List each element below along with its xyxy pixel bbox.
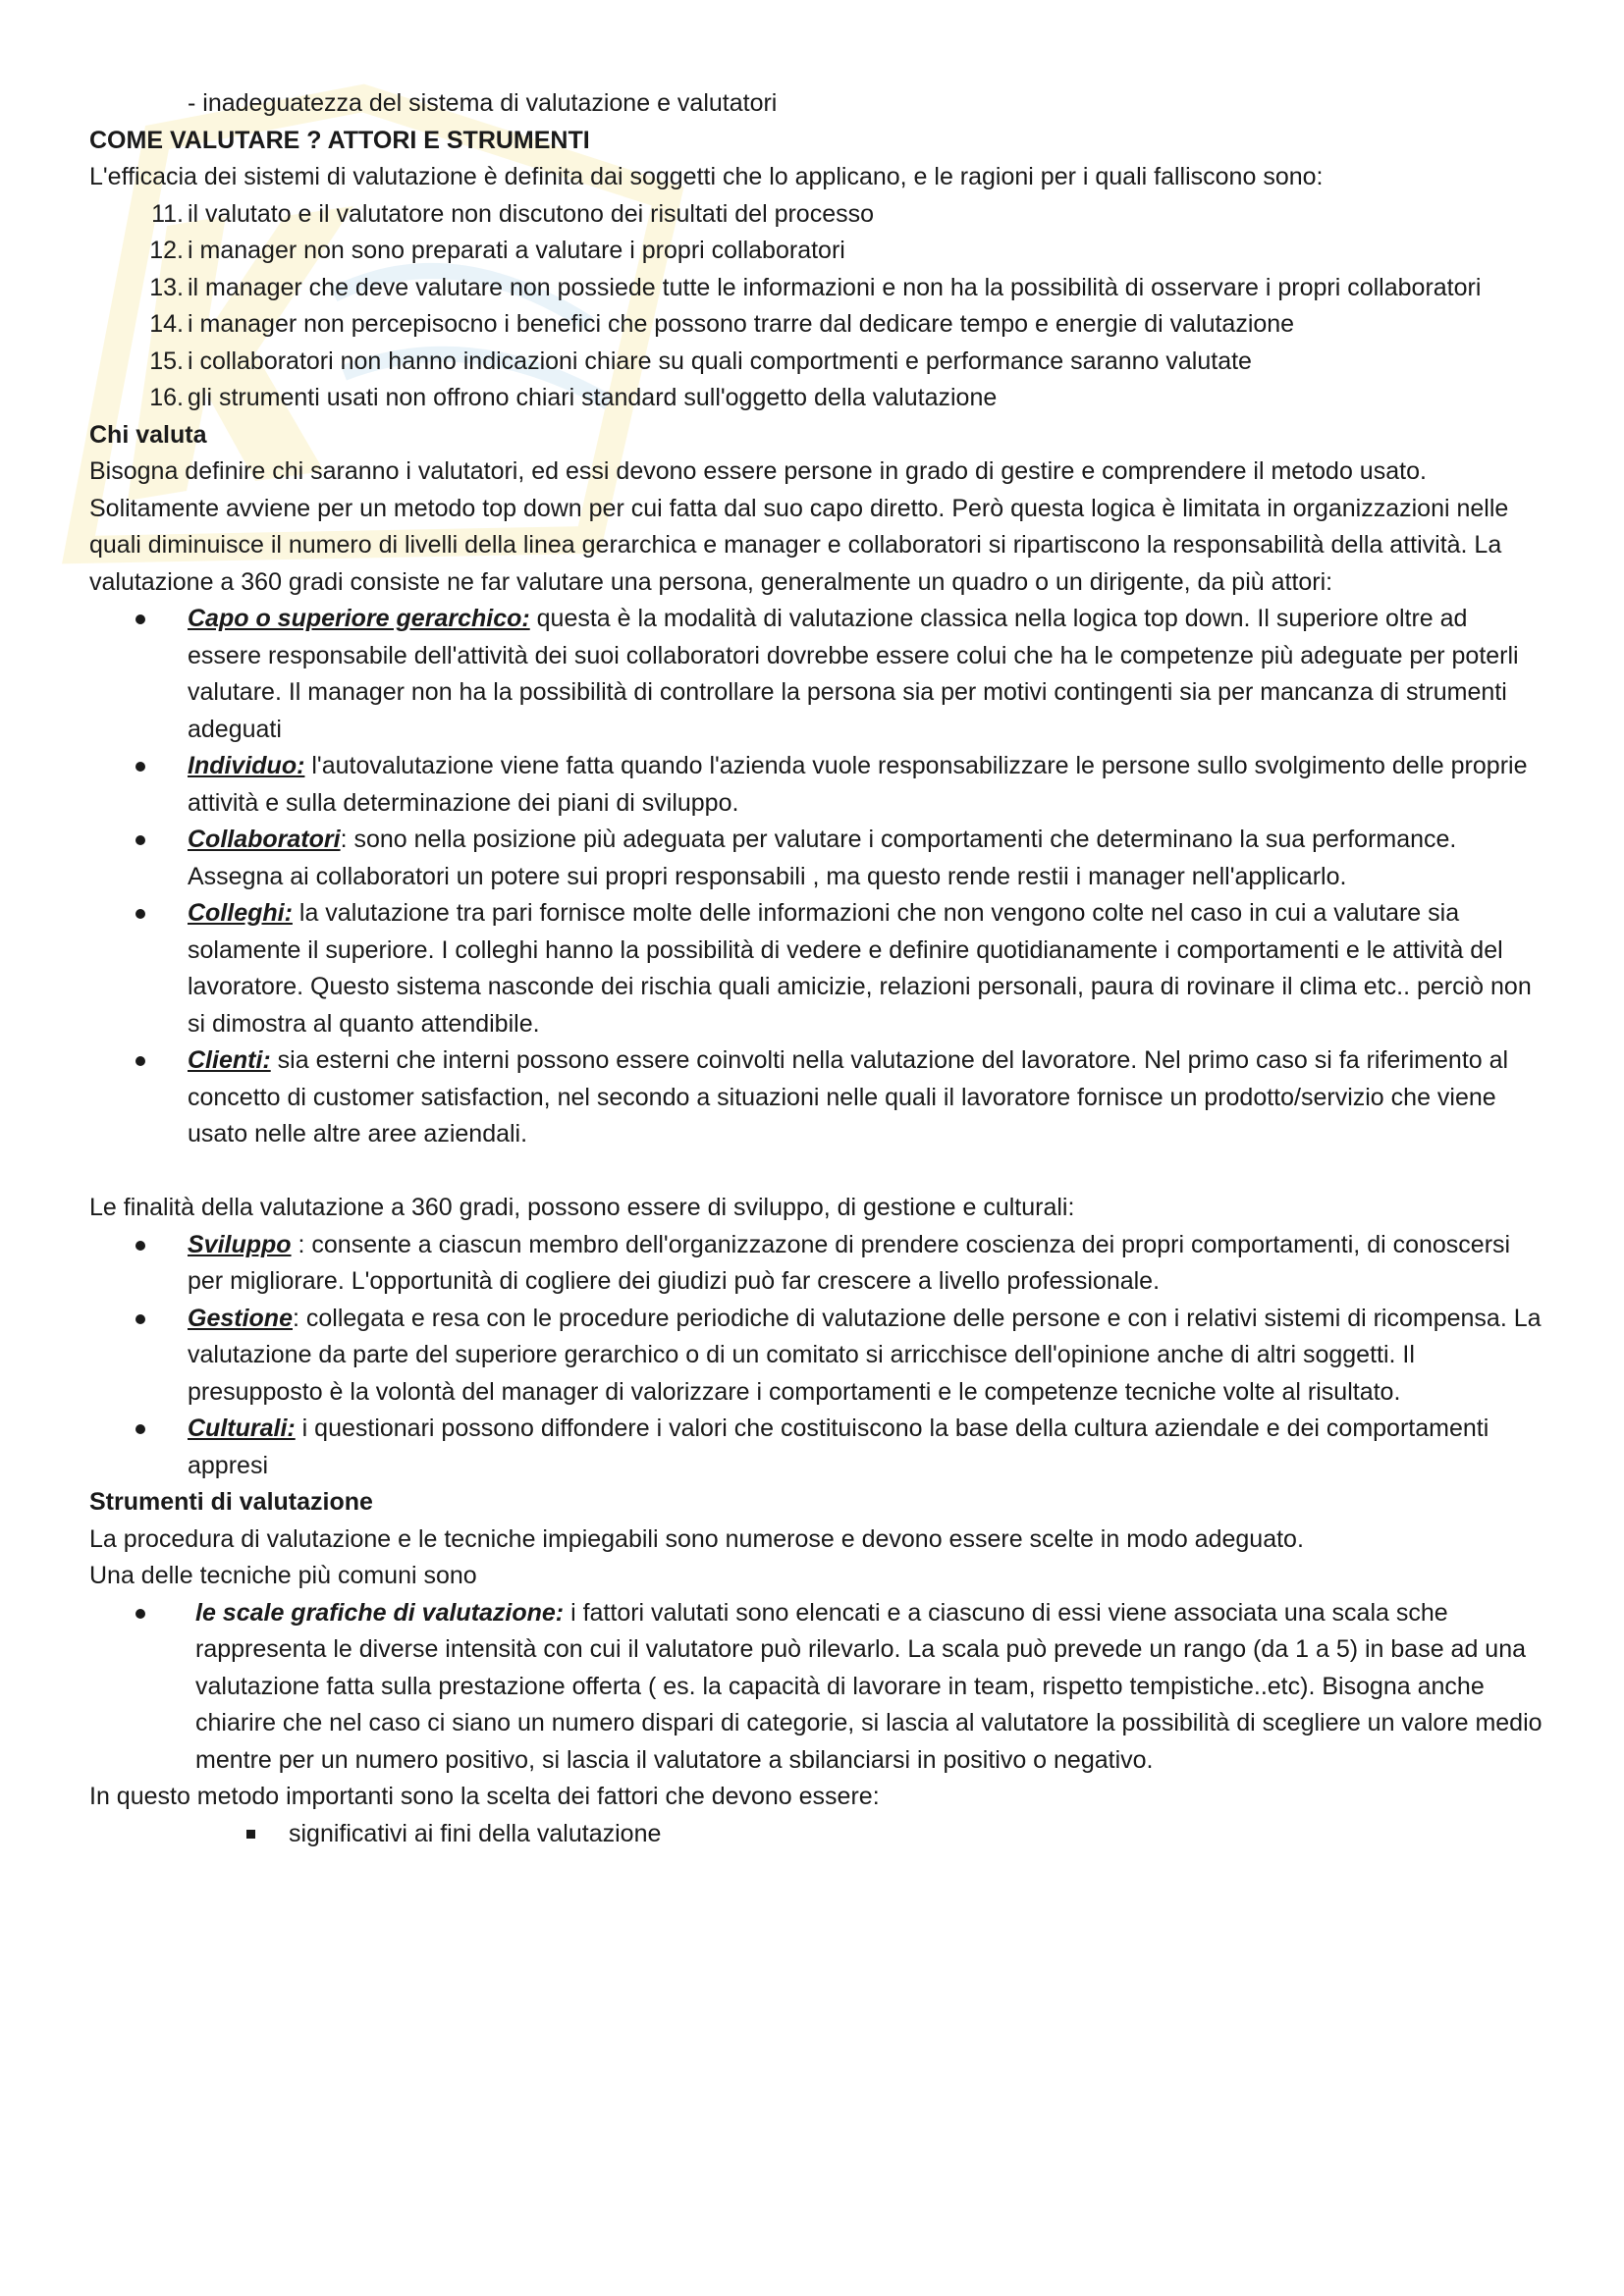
bullet-term: Sviluppo bbox=[188, 1230, 292, 1258]
numbered-item bbox=[89, 344, 1543, 381]
bullet-text: questa è la modalità di valutazione classica nella logica top down. Il superiore oltre ad essere responsabile dell'attività dei suoi collaboratori dovrebbe essere colui che ha le competenze più adeguate per poterli valutare. Il manager non ha la possibilità di controllare la persona sia per motivi contingenti sia per mancanza di strumenti adeguati bbox=[188, 605, 1519, 743]
list-item-inadeguatezza: - inadeguatezza del sistema di valutazione e valutatori bbox=[188, 89, 778, 117]
bullet-item bbox=[89, 1595, 1543, 1780]
numbered-list-reasons bbox=[89, 196, 1543, 417]
bullet-term: le scale grafiche di valutazione: bbox=[195, 1598, 565, 1627]
bullet-list-valutatori bbox=[89, 601, 1543, 1153]
bullet-term: Individuo: bbox=[188, 752, 305, 779]
bullet-item bbox=[89, 748, 1543, 822]
bullet-item bbox=[89, 1227, 1543, 1301]
bullet-icon bbox=[135, 1609, 145, 1619]
square-item-text: significativi ai fini della valutazione bbox=[289, 1819, 662, 1847]
bullet-item bbox=[89, 1042, 1543, 1153]
item-number: 13. bbox=[149, 273, 184, 301]
item-text: i manager non percepisocno i benefici che possono trarre dal dedicare tempo e energie di valutazione bbox=[188, 310, 1295, 338]
bullet-icon bbox=[135, 762, 145, 772]
item-text: il manager che deve valutare non possiede tutte le informazioni e non ha la possibilità di osservare i propri collaboratori bbox=[188, 273, 1482, 301]
square-item bbox=[89, 1816, 1543, 1853]
numbered-item bbox=[89, 233, 1543, 270]
numbered-item bbox=[89, 270, 1543, 307]
paragraph-chi-valuta: Bisogna definire chi saranno i valutatori, ed essi devono essere persone in grado di gestire e comprendere il metodo usato. Solitamente avviene per un metodo top down per cui fatta dal suo capo diretto. Però questa logica è limitata in organizzazioni nelle quali diminuisce il numero di livelli della linea gerarchica e manager e collaboratori si ripartiscono la responsabilità della attività. La valutazione a 360 gradi consiste ne far valutare una persona, generalmente un quadro o un dirigente, da più attori: bbox=[89, 457, 1509, 596]
bullet-text: : sono nella posizione più adeguata per valutare i comportamenti che determinano la sua performance. Assegna ai collaboratori un potere sui propri responsabili , ma questo rende restii i manager nell'applicarlo. bbox=[188, 826, 1457, 890]
bullet-icon bbox=[135, 1314, 145, 1324]
bullet-icon bbox=[135, 1241, 145, 1251]
item-number: 12. bbox=[149, 237, 184, 264]
bullet-list-finalita bbox=[89, 1227, 1543, 1485]
item-number: 14. bbox=[149, 310, 184, 338]
bullet-text: sia esterni che interni possono essere coinvolti nella valutazione del lavoratore. Nel primo caso si fa riferimento al concetto di customer satisfaction, nel secondo a situazioni nelle quali il lavoratore fornisce un prodotto/servizio che viene usato nelle altre aree aziendali. bbox=[188, 1046, 1509, 1148]
section-heading-come-valutare: COME VALUTARE ? ATTORI E STRUMENTI bbox=[89, 126, 590, 154]
bullet-icon bbox=[135, 909, 145, 919]
bullet-term: Collaboratori bbox=[188, 826, 341, 853]
square-bullet-icon bbox=[246, 1830, 255, 1839]
bullet-item bbox=[89, 601, 1543, 748]
bullet-icon bbox=[135, 614, 145, 624]
bullet-item bbox=[89, 1411, 1543, 1484]
bullet-term: Capo o superiore gerarchico: bbox=[188, 605, 530, 632]
paragraph-finalita: Le finalità della valutazione a 360 gradi, possono essere di sviluppo, di gestione e culturali: bbox=[89, 1194, 1075, 1221]
item-text: il valutato e il valutatore non discutono dei risultati del processo bbox=[188, 199, 875, 228]
bullet-term: Colleghi: bbox=[188, 899, 293, 927]
item-text: i manager non sono preparati a valutare i propri collaboratori bbox=[188, 237, 845, 264]
square-list-fattori bbox=[89, 1816, 1543, 1853]
numbered-item bbox=[89, 380, 1543, 417]
bullet-text: l'autovalutazione viene fatta quando l'azienda vuole responsabilizzare le persone sullo svolgimento delle proprie attività e sulla determinazione dei piani di sviluppo. bbox=[188, 752, 1528, 817]
bullet-icon bbox=[135, 835, 145, 845]
numbered-item bbox=[89, 196, 1543, 234]
bullet-term: Clienti: bbox=[188, 1046, 271, 1074]
item-number: 16. bbox=[149, 384, 184, 411]
bullet-icon bbox=[135, 1424, 145, 1434]
bullet-item bbox=[89, 895, 1543, 1042]
bullet-list-strumenti bbox=[89, 1595, 1543, 1780]
bullet-text: i questionari possono diffondere i valori che costituiscono la base della cultura aziendale e dei comportamenti appresi bbox=[188, 1415, 1489, 1479]
section-heading-chi-valuta: Chi valuta bbox=[89, 420, 207, 449]
bullet-text: la valutazione tra pari fornisce molte delle informazioni che non vengono colte nel caso in cui a valutare sia solamente il superiore. I colleghi hanno la possibilità di vedere e definire quotidianamente i comportamenti e le attività del lavoratore. Questo sistema nasconde dei rischia quali amicizie, relazioni personali, paura di rovinare il clima etc.. perciò non si dimostra al quanto attendibile. bbox=[188, 899, 1532, 1038]
numbered-item bbox=[89, 306, 1543, 344]
item-text: i collaboratori non hanno indicazioni chiare su quali comportmenti e performance saranno valutate bbox=[188, 347, 1252, 375]
paragraph-procedura: La procedura di valutazione e le tecniche impiegabili sono numerose e devono essere scelte in modo adeguato. bbox=[89, 1524, 1304, 1553]
section-heading-strumenti: Strumenti di valutazione bbox=[89, 1488, 373, 1516]
paragraph-efficacia: L'efficacia dei sistemi di valutazione è definita dai soggetti che lo applicano, e le ragioni per i quali falliscono sono: bbox=[89, 163, 1324, 190]
item-number: 11. bbox=[151, 199, 184, 228]
bullet-term: Gestione bbox=[188, 1304, 293, 1332]
bullet-text: : collegata e resa con le procedure periodiche di valutazione delle persone e con i relativi sistemi di ricompensa. La valutazione da parte del superiore gerarchico o di un comitato si arricchisce dell'opinione anche di altri soggetti. Il presupposto è la volontà del manager di valorizzare i comportamenti e le competenze tecniche volte al risultato. bbox=[188, 1304, 1542, 1406]
bullet-item bbox=[89, 1301, 1543, 1412]
paragraph-metodo: In questo metodo importanti sono la scelta dei fattori che devono essere: bbox=[89, 1783, 880, 1810]
bullet-text: : consente a ciascun membro dell'organizzazone di prendere coscienza dei propri comportamenti, di conoscersi per migliorare. L'opportunità di cogliere dei giudizi può far crescere a livello professionale. bbox=[188, 1230, 1511, 1295]
bullet-icon bbox=[135, 1056, 145, 1066]
item-text: gli strumenti usati non offrono chiari standard sull'oggetto della valutazione bbox=[188, 384, 998, 411]
bullet-item bbox=[89, 822, 1543, 895]
document-page bbox=[89, 85, 1543, 1852]
paragraph-tecniche: Una delle tecniche più comuni sono bbox=[89, 1562, 477, 1589]
item-number: 15. bbox=[149, 347, 184, 375]
bullet-text: i fattori valutati sono elencati e a ciascuno di essi viene associata una scala sche rappresenta le diverse intensità con cui il valutatore può rilevarlo. La scala può prevede un rango (da 1 a 5) in base ad una valutazione fatta sulla prestazione offerta ( es. la capacità di lavorare in team, rispetto tempistiche..etc). Bisogna anche chiarire che nel caso ci siano un numero dispari di categorie, si lascia al valutatore la possibilità di scegliere un valore medio mentre per un numero positivo, si lascia il valutatore a sbilanciarsi in positivo o negativo. bbox=[195, 1598, 1543, 1774]
bullet-term: Culturali: bbox=[188, 1415, 296, 1442]
